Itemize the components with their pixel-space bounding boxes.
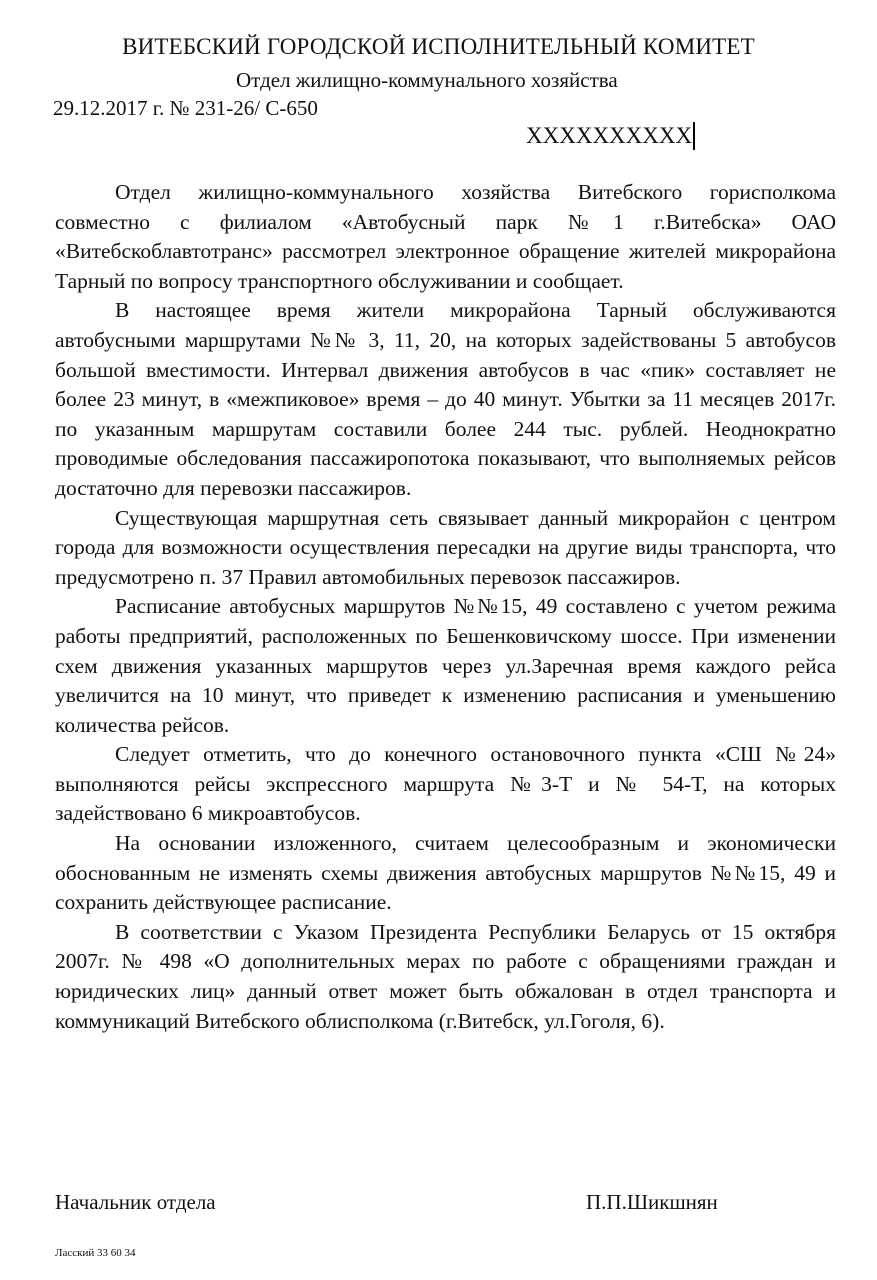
text-cursor xyxy=(693,122,695,150)
registration-number: 29.12.2017 г. № 231-26/ С-650 xyxy=(53,96,318,120)
executor-contact: Ласский 33 60 34 xyxy=(55,1247,136,1259)
addressee-block xyxy=(526,122,695,150)
paragraph: В настоящее время жители микрорайона Тарный обслуживаются автобусными маршрутами №№ 3, 11, 20, на которых задействованы 5 автобусов большой вместимости. Интервал движения автобусов в час «пик» составляет не более 23 минут, в «межпиковое» время – до 40 минут. Убытки за 11 месяцев 2017г. по указанным маршрутам составили более 244 тыс. рублей. Неоднократно проводимые обследования пассажиропотока показывают, что выполняемых рейсов достаточно для перевозки пассажиров. xyxy=(55,298,836,500)
organization-title: ВИТЕБСКИЙ ГОРОДСКОЙ ИСПОЛНИТЕЛЬНЫЙ КОМИТЕТ xyxy=(122,34,755,59)
paragraph: Существующая маршрутная сеть связывает данный микрорайон с центром города для возможности осуществления пересадки на другие виды транспорта, что предусмотрено п. 37 Правил автомобильных перевозок пассажиров. xyxy=(55,505,836,589)
paragraph: Расписание автобусных маршрутов №№15, 49 составлено с учетом режима работы предприятий, расположенных по Бешенковичскому шоссе. При изменении схем движения указанных маршрутов через ул.Заречная время каждого рейса увеличится на 10 минут, что приведет к изменению расписания и уменьшению количества рейсов. xyxy=(55,594,836,737)
letter-body xyxy=(55,178,836,1036)
paragraph: Следует отметить, что до конечного остановочного пункта «СШ №24» выполняются рейсы экспрессного маршрута №3-Т и № 54-Т, на которых задействовано 6 микроавтобусов. xyxy=(55,742,836,826)
paragraph: На основании изложенного, считаем целесообразным и экономически обоснованным не изменять схемы движения автобусных маршрутов №№15, 49 и сохранить действующее расписание. xyxy=(55,831,836,915)
signature-name: П.П.Шикшнян xyxy=(586,1190,718,1214)
department-title: Отдел жилищно-коммунального хозяйства xyxy=(236,68,618,92)
signature-title: Начальник отдела xyxy=(55,1190,216,1214)
paragraph: В соответствии с Указом Президента Республики Беларусь от 15 октября 2007г. № 498 «О дополнительных мерах по работе с обращениями граждан и юридических лиц» данный ответ может быть обжалован в отдел транспорта и коммуникаций Витебского облисполкома (г.Витебск, ул.Гоголя, 6). xyxy=(55,919,836,1033)
addressee-text: ХХХХХХХХХХ xyxy=(526,123,693,148)
paragraph: Отдел жилищно-коммунального хозяйства Витебского горисполкома совместно с филиалом «Автобусный парк №1 г.Витебска» ОАО «Витебскоблавтотранс» рассмотрел электронное обращение жителей микрорайона Тарный по вопросу транспортного обслуживании и сообщает. xyxy=(55,180,836,293)
